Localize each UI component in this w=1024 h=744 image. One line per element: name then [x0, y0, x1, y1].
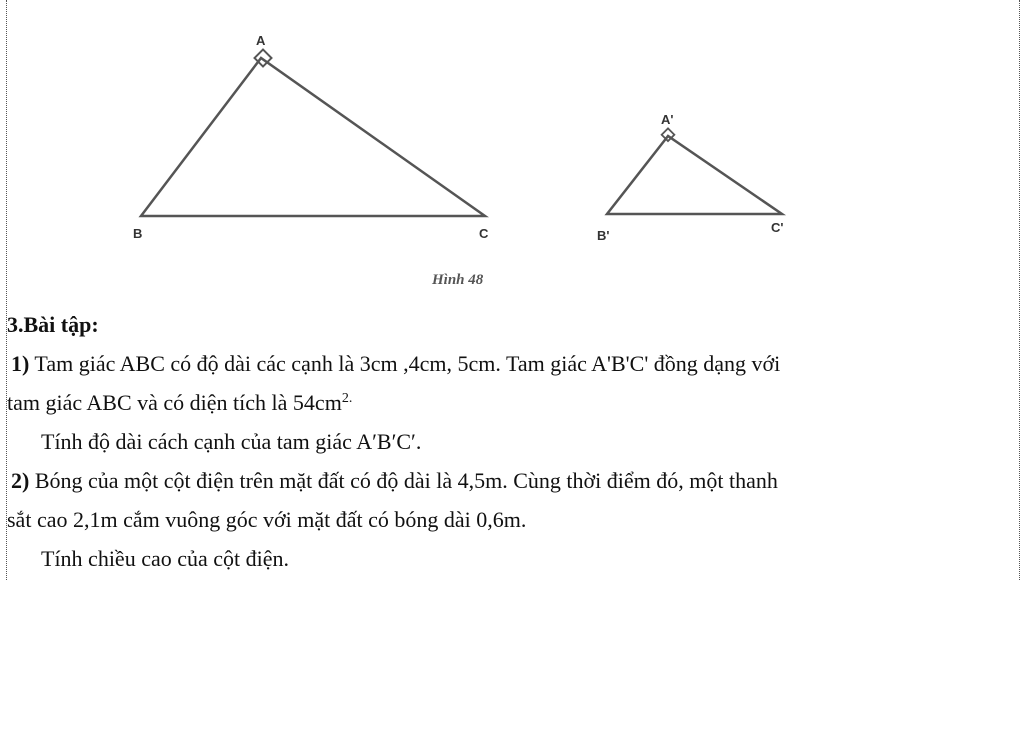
document-page: [6, 0, 1020, 580]
section-heading: 3.Bài tập:: [7, 312, 99, 337]
vertex-label-b: B: [133, 226, 143, 241]
vertex-label-a-prime: A': [661, 112, 674, 127]
problem-2-line-3: Tính chiều cao của cột điện.: [41, 546, 290, 571]
exercise-section: [7, 305, 1019, 578]
problem-1-line-2: tam giác ABC và có diện tích là $54cm^{2.}$: [7, 390, 353, 415]
problem-2-number: 2): [11, 468, 30, 493]
triangles-figure: [7, 0, 1019, 300]
triangle-abc: [141, 58, 485, 216]
triangle-a-prime-b-prime-c-prime: [607, 136, 782, 214]
problem-2-line-1: 2) Bóng của một cột điện trên mặt đất có độ dài là 4,5m. Cùng thời điểm đó, một thanh: [11, 468, 778, 493]
problem-1-line-3: Tính độ dài cách cạnh của tam giác A′B′C′.: [41, 429, 422, 454]
vertex-label-c-prime: C': [771, 220, 784, 235]
superscript-2: 2.: [341, 391, 353, 406]
problem-2-line-2: sắt cao 2,1m cắm vuông góc với mặt đất có bóng dài 0,6m.: [7, 507, 527, 532]
vertex-label-b-prime: B': [597, 228, 610, 243]
problem-1-number: 1): [11, 351, 30, 376]
figure-caption: Hình 48: [432, 272, 484, 288]
vertex-label-a: A: [256, 33, 266, 48]
vertex-label-c: C: [479, 226, 489, 241]
problem-1-line-1: 1) Tam giác ABC có độ dài các cạnh là 3cm ,4cm, 5cm. Tam giác A'B'C' đồng dạng với: [11, 351, 781, 376]
